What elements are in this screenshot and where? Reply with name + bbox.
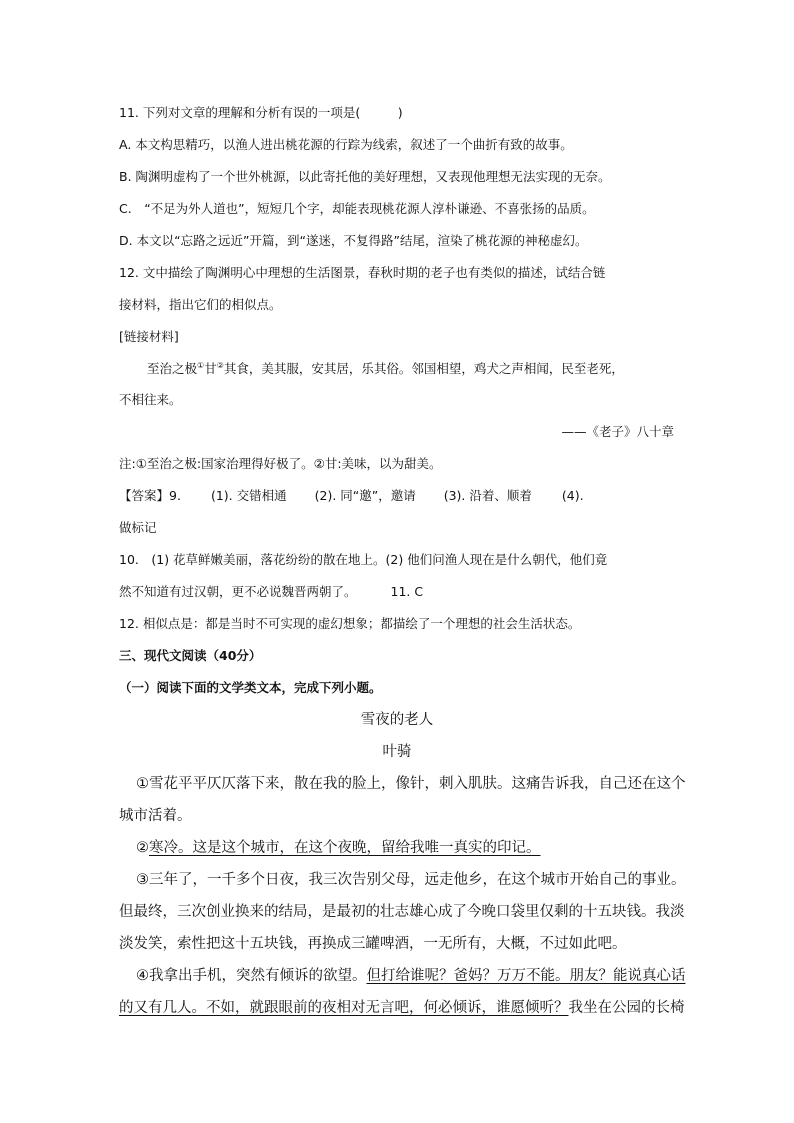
footnote-mark-2: ②	[216, 360, 224, 370]
paragraph-4-line1	[136, 967, 686, 985]
quote-line2: 不相往来。	[119, 392, 182, 407]
article-title: 雪夜的老人	[360, 712, 434, 728]
answer-9-continuation: 做标记	[119, 520, 157, 535]
answer-12: 12. 相似点是：都是当时不可实现的虚幻想象；都描绘了一个理想的社会生活状态。	[119, 616, 581, 631]
answer-10-text: 然不知道有过汉朝，更不必说魏晋两朝了。	[119, 584, 357, 599]
answer-9-number: 9.	[169, 488, 181, 503]
link-material-title: [链接材料]	[119, 329, 179, 344]
q11-option-d: D. 本文以“忘路之远近”开篇，到“遂迷，不复得路”结尾，渲染了桃花源的神秘虚幻。	[119, 233, 588, 248]
paragraph-4-line2	[119, 999, 685, 1017]
answer-label: 【答案】	[119, 488, 170, 503]
paragraph-4-tail: 我坐在公园的长椅	[568, 1000, 685, 1016]
section-subheading: （一）阅读下面的文学类文本，完成下列小题。	[119, 680, 382, 695]
footnote: 注:①至治之极:国家治理得好极了。②甘:美味，以为甜美。	[119, 456, 442, 471]
answer-11: 11. C	[390, 584, 424, 599]
paragraph-3-line1: ③三年了，一千多个日夜，我三次告别父母，远走他乡，在这个城市开始自己的事业。	[136, 872, 686, 888]
answer-10-line1: 10. (1) 花草鲜嫩美丽，落花纷纷的散在地上。(2) 他们问渔人现在是什么朝代，他们竟	[119, 552, 608, 567]
paragraph-1-line1: ①雪花平平仄仄落下来，散在我的脸上，像针，刺入肌肤。这痛告诉我，自己还在这个	[136, 776, 686, 792]
paragraph-2-underlined: 寒冷。这是这个城市，在这个夜晚，留给我唯一真实的印记。	[149, 840, 541, 856]
answer-9-item4: (4).	[561, 488, 584, 503]
section-heading: 三、现代文阅读（40分）	[119, 648, 262, 663]
quote-source: ——《老子》八十章	[561, 424, 674, 439]
answer-9-item1: (1). 交错相通	[210, 488, 287, 503]
q12-stem-line2: 接材料，指出它们的相似点。	[119, 297, 282, 312]
paragraph-4-lead: ④我拿出手机，突然有倾诉的欲望。	[136, 968, 367, 984]
answer-9-item2: (2). 同“邀”，邀请	[314, 488, 416, 503]
q11-stem: 11. 下列对文章的理解和分析有误的一项是( )	[119, 105, 403, 120]
q12-stem-line1: 12. 文中描绘了陶渊明心中理想的生活图景，春秋时期的老子也有类似的描述，试结合链	[119, 265, 606, 280]
quote-line1	[147, 360, 624, 378]
q11-option-c: C. “不足为外人道也”，短短几个字，却能表现桃花源人淳朴谦逊、不喜张扬的品质。	[119, 201, 595, 216]
answer-9-line	[119, 487, 584, 505]
paragraph-2	[136, 839, 541, 857]
paragraph-3-line3: 淡发笑，索性把这十五块钱，再换成三罐啤酒，一无所有，大概，不过如此吧。	[119, 936, 627, 952]
paragraph-3-line2: 但最终，三次创业换来的结局，是最初的壮志雄心成了今晚口袋里仅剩的十五块钱。我淡	[119, 904, 685, 920]
paragraph-4-underlined-1: 但打给谁呢？爸妈？万万不能。朋友？能说真心话	[366, 968, 686, 984]
answer-9-item3: (3). 沿着、顺着	[443, 488, 532, 503]
paragraph-2-lead: ②	[136, 840, 149, 856]
q11-option-b: B. 陶渊明虚构了一个世外桃源，以此寄托他的美好理想，又表现他理想无法实现的无奈。	[119, 169, 611, 184]
quote-part-c: 其食，美其服，安其居，乐其俗。邻国相望，鸡犬之声相闻，民至老死，	[223, 361, 624, 376]
paragraph-1-line2: 城市活着。	[119, 808, 192, 824]
article-author: 叶骑	[382, 744, 412, 760]
quote-part-a: 至治之极	[147, 361, 198, 376]
q11-option-a: A. 本文构思精巧，以渔人进出桃花源的行踪为线索，叙述了一个曲折有致的故事。	[119, 137, 573, 152]
answer-10-line2	[119, 583, 423, 601]
quote-part-b: 甘	[204, 361, 217, 376]
paragraph-4-underlined-2: 的又有几人。不如，就跟眼前的夜相对无言吧，何必倾诉，谁愿倾听？	[119, 1000, 569, 1016]
footnote-mark-1: ①	[197, 360, 205, 370]
